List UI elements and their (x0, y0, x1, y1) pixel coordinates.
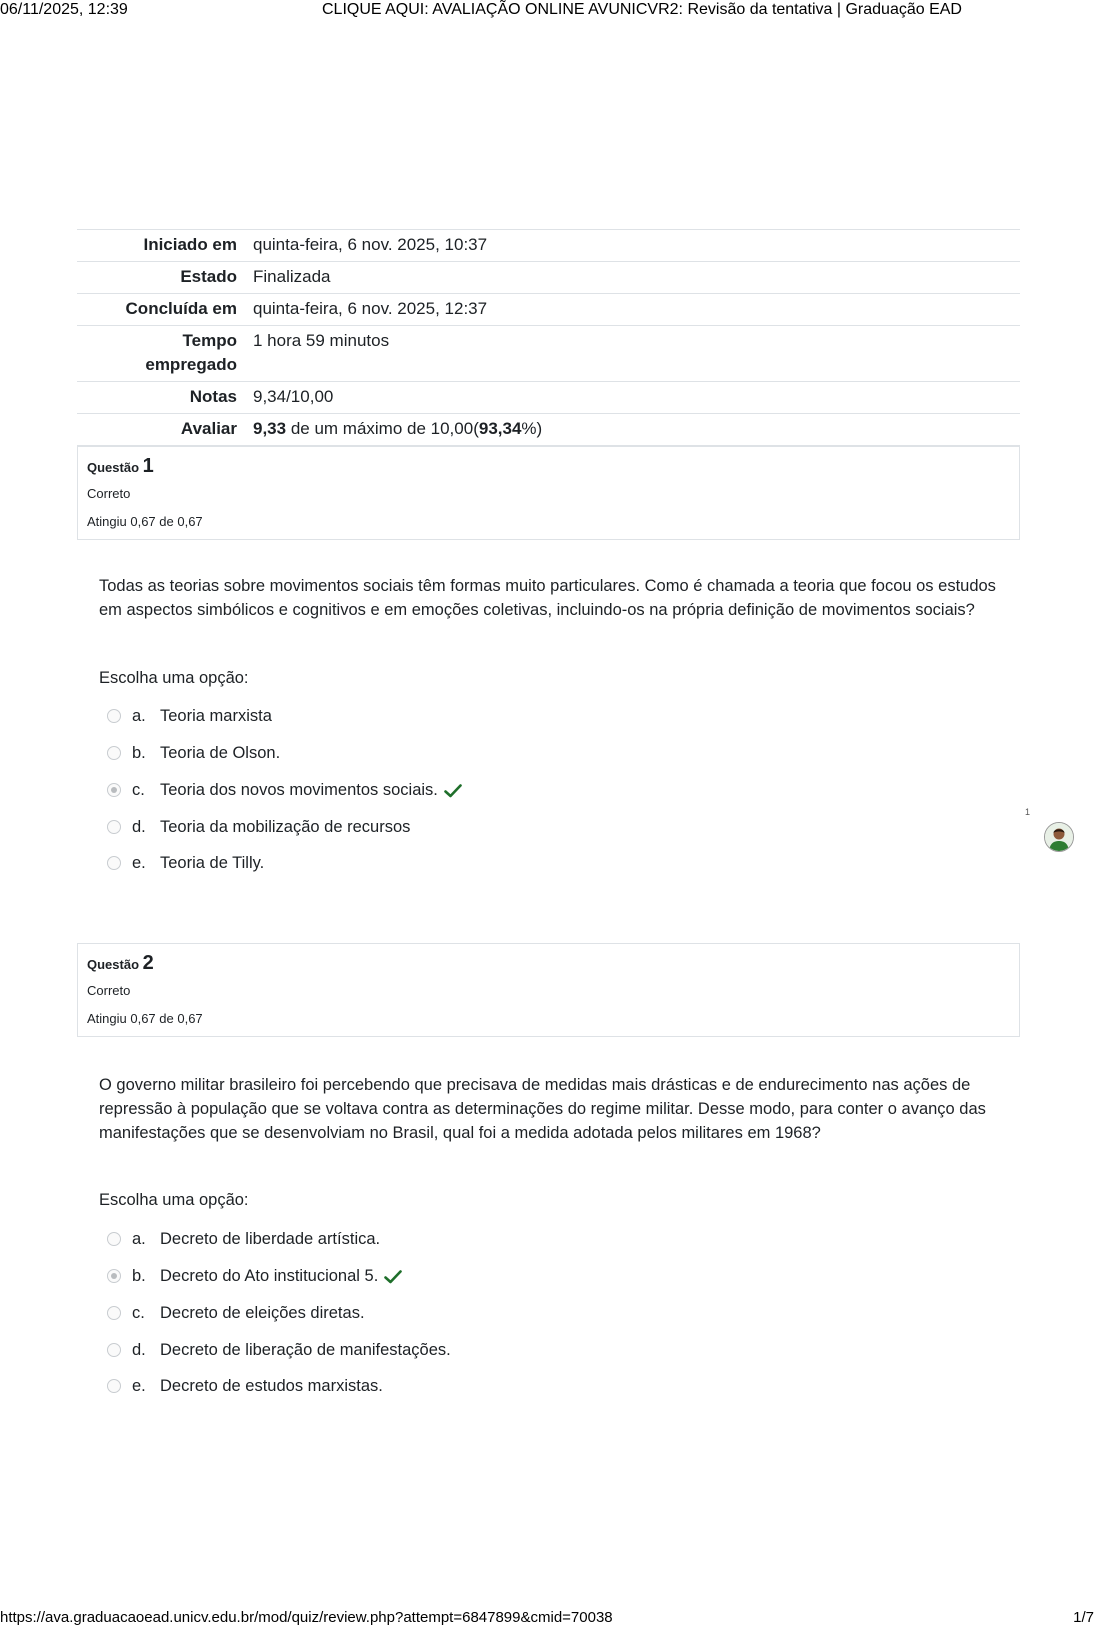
answer-letter: c. (132, 781, 145, 799)
summary-row-completed (77, 294, 1020, 326)
question-state: Correto (87, 983, 131, 998)
print-date: 06/11/2025, 12:39 (0, 1, 128, 18)
radio-button[interactable] (107, 1306, 121, 1320)
page-url: https://ava.graduacaoead.unicv.edu.br/mod/quiz/review.php?attempt=6847899&cmid=70038 (0, 1609, 613, 1626)
radio-button[interactable] (107, 1379, 121, 1393)
question-1-info (77, 446, 1020, 540)
print-footer (0, 1609, 1096, 1627)
question-state: Correto (87, 486, 131, 501)
answer-letter: b. (132, 1267, 146, 1285)
completed-label: Concluída em (125, 299, 237, 318)
summary-row-grade (77, 414, 1020, 446)
answer-letter: b. (132, 744, 146, 762)
radio-button[interactable] (107, 820, 121, 834)
radio-button-checked[interactable] (107, 1269, 121, 1283)
correct-check-icon (444, 784, 462, 798)
grade-score: 9,33 (253, 419, 287, 438)
grade-percent: 93,34 (478, 419, 522, 438)
answer-text: Teoria da mobilização de recursos (160, 818, 411, 836)
time-label-line1: Tempo (182, 331, 237, 350)
state-label: Estado (180, 267, 237, 286)
answer-letter: d. (132, 818, 146, 836)
print-page-title: CLIQUE AQUI: AVALIAÇÃO ONLINE AVUNICVR2: Revisão da tentativa | Graduação EAD (322, 1, 962, 18)
grade-end-text: %) (521, 419, 543, 438)
correct-check-icon (384, 1270, 402, 1284)
answer-letter: a. (132, 707, 146, 725)
answer-letter: a. (132, 1230, 146, 1248)
question-number-value: 1 (142, 455, 154, 477)
question-grade: Atingiu 0,67 de 0,67 (87, 514, 203, 529)
time-value: 1 hora 59 minutos (253, 331, 390, 350)
question-2-text: O governo militar brasileiro foi percebendo que precisava de medidas mais drásticas e de endurecimento nas ações de repressão à população que se voltava contra as determinações do regime militar. Desse modo, para conter o avanço das manifestações que se desenvolviam no Brasil, qual foi a medida adotada pelos militares em 1968? (99, 1076, 986, 1142)
answer-letter: e. (132, 1377, 146, 1395)
answer-letter: d. (132, 1341, 146, 1359)
question-number (87, 455, 154, 478)
summary-row-marks (77, 382, 1020, 414)
user-avatar-icon[interactable] (1044, 822, 1074, 852)
grade-value (253, 414, 1020, 446)
radio-button[interactable] (107, 1232, 121, 1246)
answer-text: Decreto do Ato institucional 5. (160, 1267, 379, 1285)
summary-row-time (77, 326, 1020, 382)
radio-button[interactable] (107, 709, 121, 723)
question-2-info (77, 943, 1020, 1037)
answer-text: Decreto de estudos marxistas. (160, 1377, 383, 1395)
question-label: Questão (87, 957, 140, 972)
summary-row-started (77, 230, 1020, 262)
answer-text: Decreto de liberação de manifestações. (160, 1341, 451, 1359)
started-label: Iniciado em (143, 235, 237, 254)
question-number (87, 952, 154, 975)
marks-label: Notas (189, 387, 237, 406)
answer-text: Decreto de eleições diretas. (160, 1304, 365, 1322)
answer-letter: e. (132, 854, 146, 872)
side-badge-count: 1 (1025, 807, 1031, 817)
summary-row-state (77, 262, 1020, 294)
time-label-line2: empregado (145, 355, 237, 374)
radio-button[interactable] (107, 746, 121, 760)
page-counter: 1/7 (1073, 1609, 1094, 1626)
answer-letter: c. (132, 1304, 145, 1322)
answer-text-wrapper (160, 1264, 402, 1288)
print-header (0, 0, 1096, 22)
radio-button[interactable] (107, 856, 121, 870)
answer-text: Teoria de Olson. (160, 744, 281, 762)
question-grade: Atingiu 0,67 de 0,67 (87, 1011, 203, 1026)
grade-label: Avaliar (180, 419, 237, 438)
question-label: Questão (87, 460, 140, 475)
answer-text: Decreto de liberdade artística. (160, 1230, 381, 1248)
state-value: Finalizada (253, 267, 331, 286)
time-label (77, 326, 253, 382)
answer-text: Teoria marxista (160, 707, 272, 725)
question-number-value: 2 (142, 952, 154, 974)
answer-text: Teoria dos novos movimentos sociais. (160, 781, 438, 799)
marks-value: 9,34/10,00 (253, 387, 334, 406)
answer-text-wrapper (160, 778, 462, 802)
avatar-illustration-icon (1045, 823, 1073, 851)
question-1-prompt: Escolha uma opção: (99, 669, 249, 687)
question-1-text: Todas as teorias sobre movimentos sociais têm formas muito particulares. Como é chamada a teoria que focou os estudos em aspectos simbólicos e cognitivos e em emoções coletivas, incluindo-os na própria definição de movimentos sociais? (99, 577, 996, 619)
completed-value: quinta-feira, 6 nov. 2025, 12:37 (253, 299, 488, 318)
answer-text: Teoria de Tilly. (160, 854, 265, 872)
grade-middle-text: de um máximo de 10,00( (286, 419, 479, 438)
radio-button[interactable] (107, 1343, 121, 1357)
started-value: quinta-feira, 6 nov. 2025, 10:37 (253, 235, 488, 254)
radio-button-checked[interactable] (107, 783, 121, 797)
question-2-prompt: Escolha uma opção: (99, 1191, 249, 1209)
attempt-summary-table (77, 229, 1020, 446)
